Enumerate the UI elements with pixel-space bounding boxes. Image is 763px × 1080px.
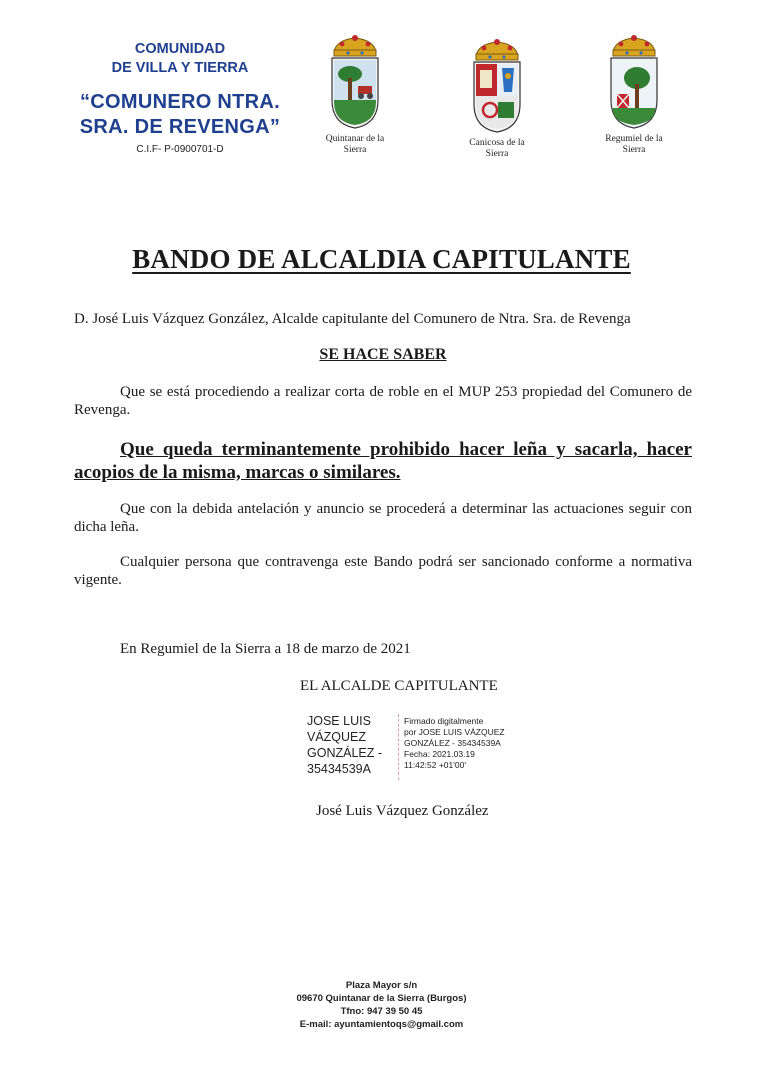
quintanar-coat-of-arms-icon xyxy=(326,34,384,132)
org-line-1: COMUNIDAD xyxy=(134,41,226,57)
signature-meta-line: Fecha: 2021.03.19 xyxy=(404,749,475,759)
crest-caption-canicosa xyxy=(447,138,547,160)
crest-caption-line: Canicosa de la xyxy=(469,138,525,148)
signature-divider xyxy=(398,714,400,780)
se-hace-saber-heading: SE HACE SABER xyxy=(319,346,447,363)
paragraph-corta-roble: Que se está procediendo a realizar corta de roble en el MUP 253 propiedad del Comunero de Revenga. xyxy=(74,384,692,418)
crest-caption-line: Sierra xyxy=(622,145,646,155)
crest-caption-line: Regumiel de la xyxy=(605,134,663,144)
crest-canicosa xyxy=(447,38,547,160)
digital-signature-name xyxy=(307,713,399,777)
footer-city: 09670 Quintanar de la Sierra (Burgos) xyxy=(296,993,467,1004)
crest-caption-line: Sierra xyxy=(343,145,367,155)
prohibition-notice: Que queda terminantemente prohibido hacer leña y sacarla, hacer acopios de la misma, marcas o similares. xyxy=(74,439,692,483)
crest-caption-line: Sierra xyxy=(485,149,509,159)
footer-contact xyxy=(0,979,763,1031)
crest-caption-regumiel xyxy=(584,134,684,156)
regumiel-coat-of-arms-icon xyxy=(605,34,663,132)
organization-header xyxy=(60,40,300,155)
signature-meta-line: 11:42:52 +01'00' xyxy=(404,760,466,770)
place-date: En Regumiel de la Sierra a 18 de marzo de 2021 xyxy=(120,641,411,657)
crest-regumiel xyxy=(584,34,684,156)
org-line-2: DE VILLA Y TIERRA xyxy=(111,60,249,76)
crest-quintanar xyxy=(305,34,405,156)
signature-meta-line: Firmado digitalmente xyxy=(404,716,484,726)
paragraph-actuaciones: Que con la debida antelación y anuncio se procederá a determinar las actuaciones seguir con dicha leña. xyxy=(74,501,692,535)
footer-email: E-mail: ayuntamientoqs@gmail.com xyxy=(299,1019,464,1030)
digital-signature-details xyxy=(404,716,524,771)
crest-caption-line: Quintanar de la xyxy=(325,134,385,144)
document-title: BANDO DE ALCALDIA CAPITULANTE xyxy=(132,244,631,274)
org-name xyxy=(60,90,300,140)
signature-meta-line: por JOSE LUIS VÁZQUEZ xyxy=(404,727,505,737)
signature-name-line: JOSE LUIS xyxy=(307,714,371,728)
signature-name-line: VÁZQUEZ xyxy=(307,730,367,744)
footer-phone: Tfno: 947 39 50 45 xyxy=(340,1006,423,1017)
signer-title: EL ALCALDE CAPITULANTE xyxy=(300,678,498,694)
signature-name-line: 35434539A xyxy=(307,762,371,776)
footer-address: Plaza Mayor s/n xyxy=(345,980,418,991)
intro-paragraph: D. José Luis Vázquez González, Alcalde capitulante del Comunero de Ntra. Sra. de Revenga xyxy=(74,311,631,327)
crest-caption-quintanar xyxy=(305,134,405,156)
org-name-line-2: SRA. DE REVENGA” xyxy=(79,116,281,138)
org-cif: C.I.F- P-0900701-D xyxy=(136,144,224,155)
canicosa-coat-of-arms-icon xyxy=(468,38,526,136)
signature-meta-line: GONZÁLEZ - 35434539A xyxy=(404,738,501,748)
org-name-line-1: “COMUNERO NTRA. xyxy=(79,91,281,113)
signer-name: José Luis Vázquez González xyxy=(316,803,489,819)
signature-name-line: GONZÁLEZ - xyxy=(307,746,383,760)
paragraph-sancion: Cualquier persona que contravenga este Bando podrá ser sancionado conforme a normativa vigente. xyxy=(74,554,692,588)
